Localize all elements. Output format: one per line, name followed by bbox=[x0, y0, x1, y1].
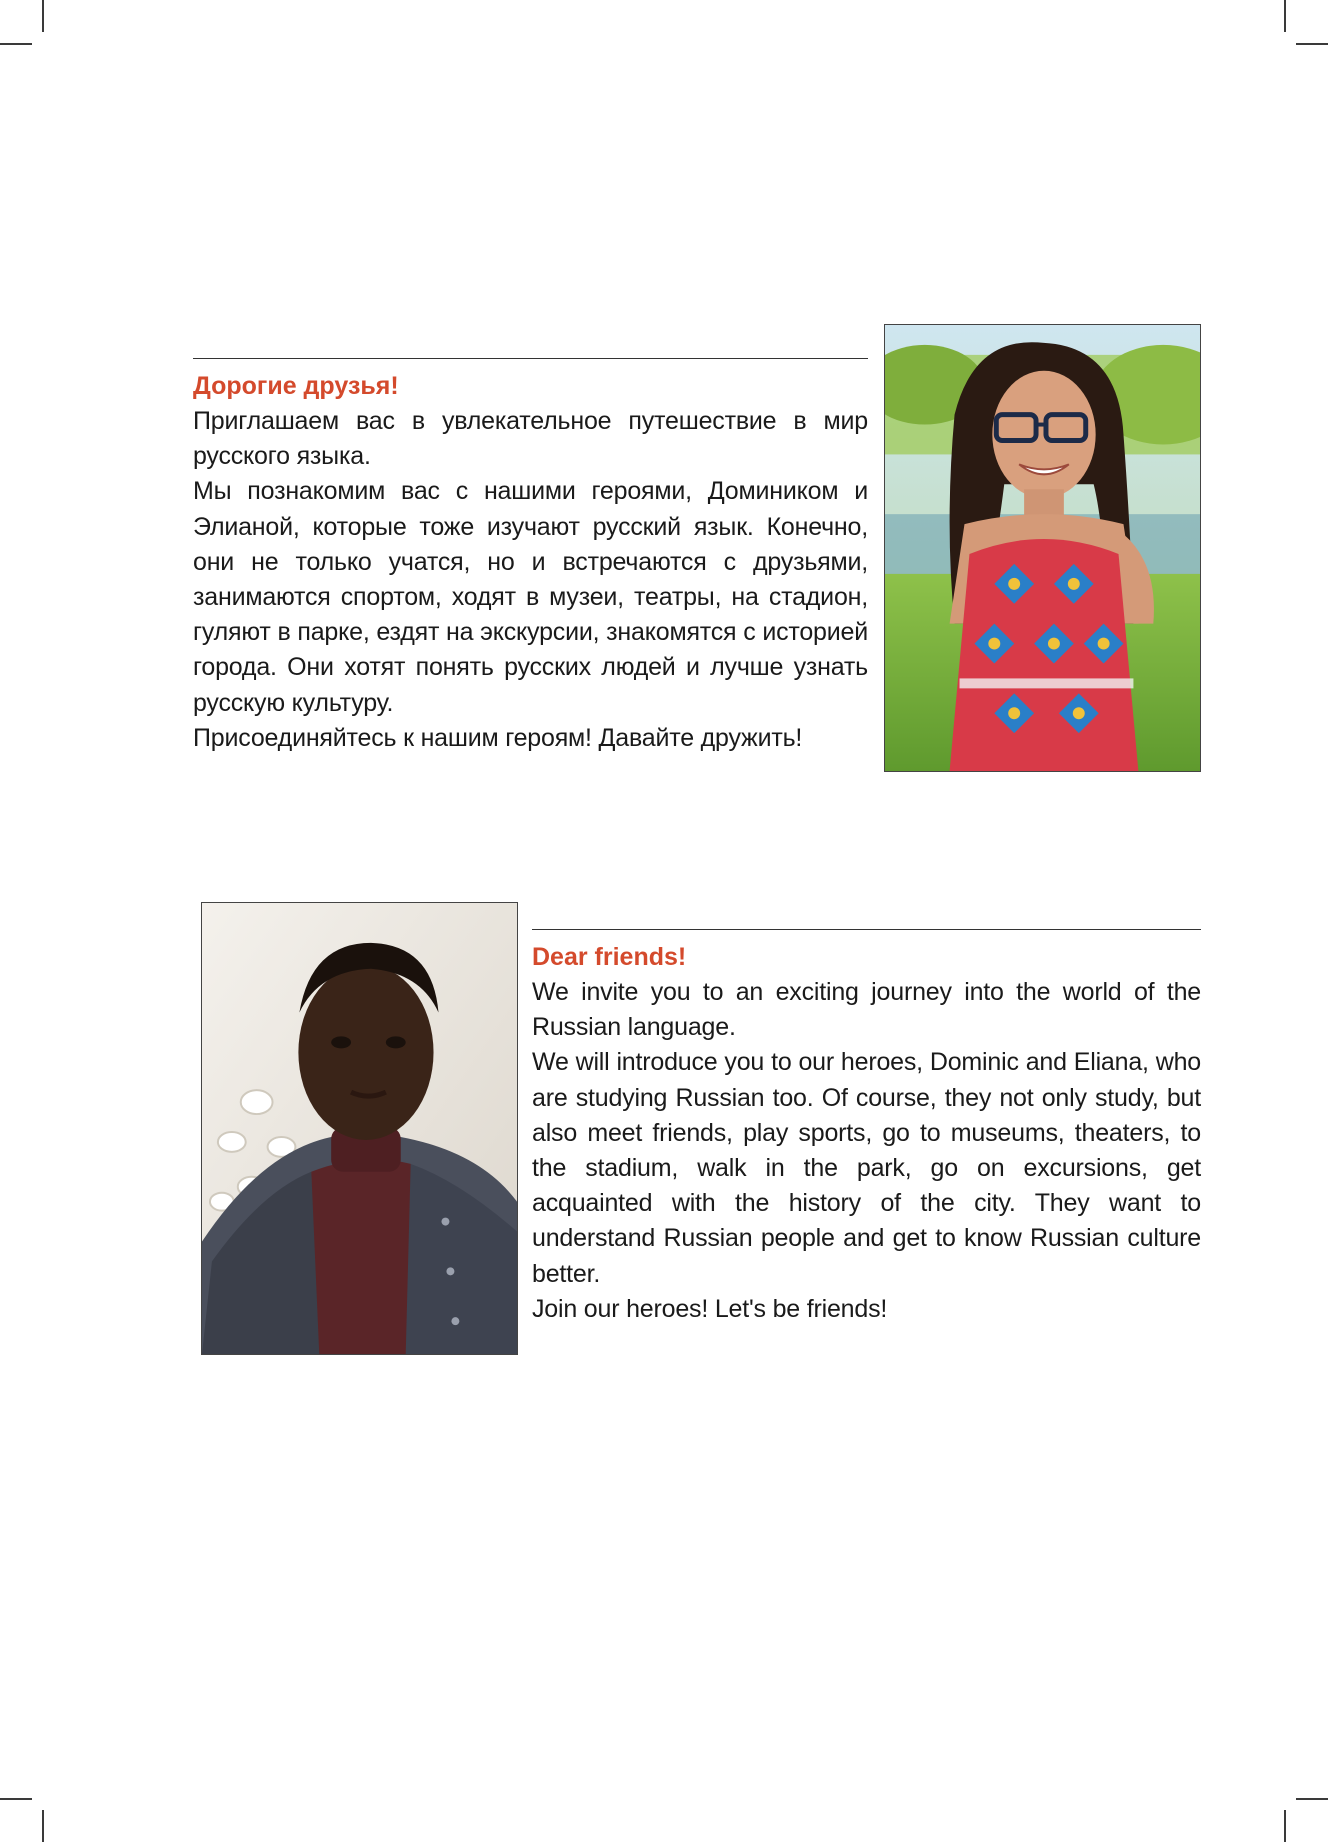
english-text-block bbox=[532, 929, 1201, 1327]
russian-paragraph-3: Присоединяйтесь к нашим героям! Давайте дружить! bbox=[193, 723, 803, 752]
crop-mark bbox=[0, 1798, 32, 1800]
russian-text-block bbox=[193, 358, 868, 756]
crop-mark bbox=[42, 0, 44, 32]
english-paragraph-2: We will introduce you to our heroes, Dominic and Eliana, who are studying Russian too. Of course, they not only study, but also meet friends, play sports, go to museums, theaters, to the stadium, walk in the park, go on excursions, get acquainted with the history of the city. They want to understand Russian people and get to know Russian culture better. bbox=[532, 1048, 1201, 1288]
russian-paragraph-2: Мы познакомим вас с нашими героями, Домиником и Элианой, которые тоже изучают русский язык. Конечно, они не только учатся, но и встречаются с друзьями, занимаются спортом, ходят в музеи, театры, на стадион, гуляют в парке, ездят на экскурсии, знакомятся с историей города. Они хотят понять русских людей и лучше узнать русскую культуру. bbox=[193, 477, 868, 717]
divider-rule bbox=[193, 358, 868, 359]
russian-heading: Дорогие друзья! bbox=[193, 372, 399, 400]
english-paragraph-1: We invite you to an exciting journey into the world of the Russian language. bbox=[532, 978, 1201, 1042]
girl-photo bbox=[884, 324, 1201, 772]
crop-mark bbox=[42, 1810, 44, 1842]
english-heading: Dear friends! bbox=[532, 943, 687, 971]
divider-rule bbox=[532, 929, 1201, 930]
english-paragraph-3: Join our heroes! Let's be friends! bbox=[532, 1294, 888, 1323]
crop-mark bbox=[1296, 43, 1328, 45]
boy-photo bbox=[201, 902, 518, 1355]
crop-mark bbox=[1284, 1810, 1286, 1842]
crop-mark bbox=[1284, 0, 1286, 32]
crop-mark bbox=[1296, 1798, 1328, 1800]
russian-paragraph-1: Приглашаем вас в увлекательное путешествие в мир русского языка. bbox=[193, 407, 868, 471]
crop-mark bbox=[0, 43, 32, 45]
